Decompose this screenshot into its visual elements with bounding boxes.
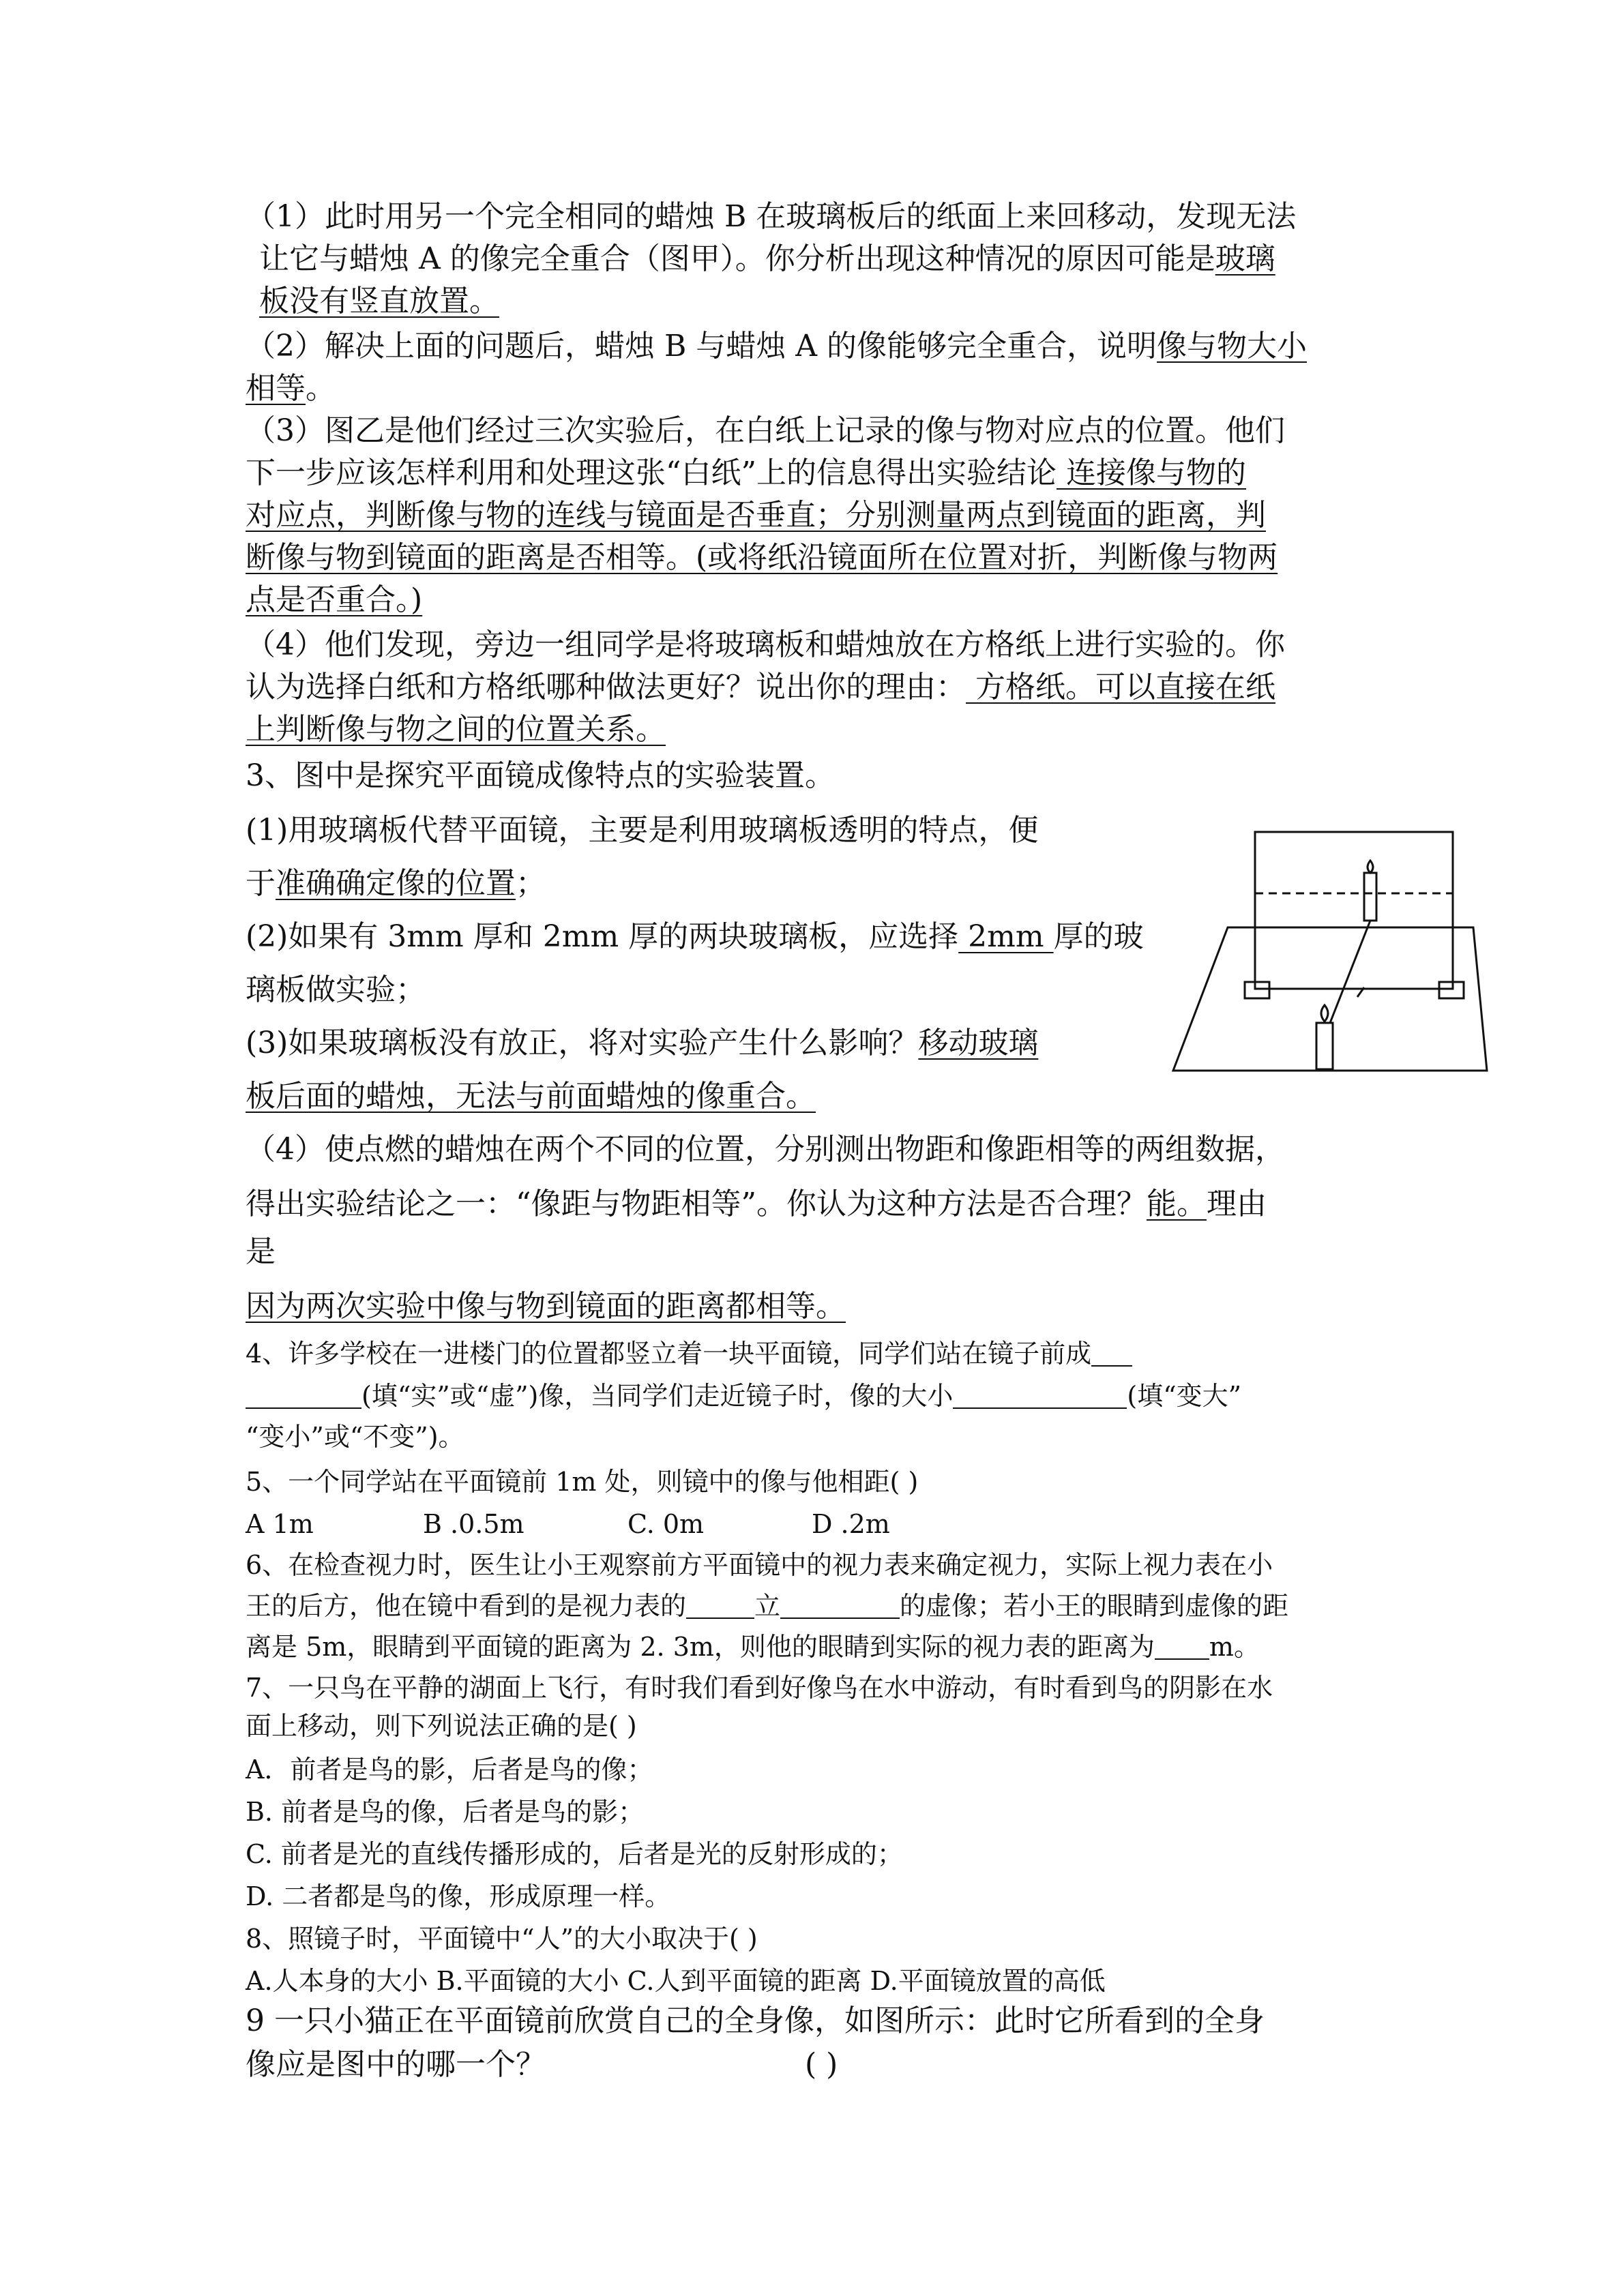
q2-part4-line2: 认为选择白纸和方格纸哪种做法更好？说出你的理由： 方格纸。可以直接在纸 [246,670,1275,704]
q2-part1-answer-cont: 板没有竖直放置。 [259,284,499,318]
q7-option-b[interactable]: B. 前者是鸟的像，后者是鸟的影； [246,1797,645,1827]
q4-line1: 4、许多学校在一进楼门的位置都竖立着一块平面镜，同学们站在镜子前成 [246,1337,1132,1371]
q5-option-c[interactable]: C. 0m [628,1509,705,1539]
q2-part2-answer-cont: 相等 [246,371,306,406]
q7-line1: 7、一只鸟在平静的湖面上飞行，有时我们看到好像鸟在水中游动，有时看到鸟的阴影在水 [246,1673,1273,1703]
q5-option-b[interactable]: B .0.5m [423,1509,525,1539]
q2-part3-answer: 连接像与物的 [1057,456,1246,490]
q5-options [246,1507,890,1541]
q5-option-a[interactable]: A 1m [246,1509,314,1539]
q3-part2-line2: 璃板做实验； [246,972,426,1007]
q8-options[interactable]: A.人本身的大小 B.平面镜的大小 C.人到平面镜的距离 D.平面镜放置的高低 [246,1966,1106,1996]
q3-part4-line2: 得出实验结论之一：“像距与物距相等”。你认为这种方法是否合理？能。理由 [246,1187,1267,1221]
q9-line1: 9 一只小猫正在平面镜前欣赏自己的全身像，如图所示：此时它所看到的全身 [246,2003,1265,2038]
q4-blank-1-cont[interactable] [246,1380,361,1409]
q6-blank-1[interactable] [686,1590,754,1619]
q2-part3-line5: 点是否重合。) [246,582,423,617]
q9-answer-paren[interactable]: ( ) [805,2047,838,2082]
q3-part4-answer: 能。 [1147,1187,1207,1221]
q9-line2: 像应是图中的哪一个？ ( ) [246,2047,838,2082]
q3-part1-answer: 准确确定像的位置 [276,866,516,901]
q2-part2-answer: 像与物大小 [1157,329,1308,363]
q3-part3-line2: 板后面的蜡烛，无法与前面蜡烛的像重合。 [246,1079,816,1114]
q8-stem: 8、照镜子时，平面镜中“人”的大小取决于( ) [246,1924,758,1954]
q6-line2: 王的后方，他在镜中看到的是视力表的 立 的虚像；若小王的眼睛到虚像的距 [246,1591,1289,1621]
q6-line1: 6、在检查视力时，医生让小王观察前方平面镜中的视力表来确定视力，实际上视力表在小 [246,1550,1273,1580]
q4-blank-2[interactable] [953,1380,1127,1409]
q2-part3-line2: 下一步应该怎样利用和处理这张“白纸”上的信息得出实验结论 连接像与物的 [246,456,1246,490]
q3-part4-line4 [246,1287,846,1326]
q4-blank-1[interactable] [1091,1338,1132,1367]
q3-part3-answer: 移动玻璃 [918,1026,1039,1060]
q7-option-a[interactable]: A．前者是鸟的影，后者是鸟的像； [246,1755,653,1785]
q2-part3-line1: （3）图乙是他们经过三次实验后，在白纸上记录的像与物对应点的位置。他们 [246,413,1285,448]
q2-part3-line3: 对应点，判断像与物的连线与镜面是否垂直；分别测量两点到镜面的距离，判 [246,498,1266,533]
q6-line3: 离是 5m，眼睛到平面镜的距离为 2. 3m，则他的眼睛到实际的视力表的距离为 m。 [246,1632,1260,1662]
q4-line3: “变小”或“不变”)。 [246,1422,464,1452]
q3-title: 3、图中是探究平面镜成像特点的实验装置。 [246,758,835,793]
q3-part4-line3: 是 [246,1234,276,1269]
q2-part1-line3 [259,282,499,320]
q7-option-c[interactable]: C. 前者是光的直线传播形成的，后者是光的反射形成的； [246,1839,903,1869]
q3-part2-line1: (2)如果有 3mm 厚和 2mm 厚的两块玻璃板，应选择 2mm 厚的玻 [246,919,1144,954]
q2-part4-answer: 方格纸。可以直接在纸 [966,670,1275,704]
q3-part4-line1: （4）使点燃的蜡烛在两个不同的位置，分别测出物距和像距相等的两组数据， [246,1132,1285,1167]
q2-part1-answer: 玻璃 [1215,241,1275,276]
q5-stem: 5、一个同学站在平面镜前 1m 处，则镜中的像与他相距( ) [246,1467,919,1497]
q2-part1-line2: 让它与蜡烛 A 的像完全重合（图甲）。你分析出现这种情况的原因可能是玻璃 [259,241,1275,276]
q2-part3-line4: 断像与物到镜面的距离是否相等。(或将纸沿镜面所在位置对折，判断像与物两 [246,540,1278,575]
q2-part2-line1: （2）解决上面的问题后，蜡烛 B 与蜡烛 A 的像能够完全重合，说明像与物大小 [246,329,1308,363]
q2-part4-line3: 上判断像与物之间的位置关系。 [246,712,666,747]
q7-option-d[interactable]: D. 二者都是鸟的像，形成原理一样。 [246,1881,671,1911]
q6-blank-3[interactable] [1155,1631,1209,1660]
q4-line2: (填“实”或“虚”)像，当同学们走近镜子时，像的大小 (填“变大” [246,1379,1241,1413]
q3-part1-line1: (1)用玻璃板代替平面镜，主要是利用玻璃板透明的特点，便 [246,813,1039,848]
q7-line2: 面上移动，则下列说法正确的是( ) [246,1711,637,1741]
q3-part4-reason: 因为两次实验中像与物到镜面的距离都相等。 [246,1289,846,1324]
q3-part2-answer: 2mm [958,919,1054,954]
q3-part1-line2: 于准确确定像的位置； [246,866,546,901]
mirror-experiment-figure [1160,818,1514,1084]
q3-part3-line1: (3)如果玻璃板没有放正，将对实验产生什么影响？移动玻璃 [246,1026,1039,1060]
q6-blank-2[interactable] [780,1590,900,1619]
q2-part4-line1: （4）他们发现，旁边一组同学是将玻璃板和蜡烛放在方格纸上进行实验的。你 [246,627,1285,662]
q2-part2-line2: 相等。 [246,371,336,406]
q2-part1-line1: （1）此时用另一个完全相同的蜡烛 B 在玻璃板后的纸面上来回移动，发现无法 [246,199,1297,234]
q5-option-d[interactable]: D .2m [812,1509,890,1539]
